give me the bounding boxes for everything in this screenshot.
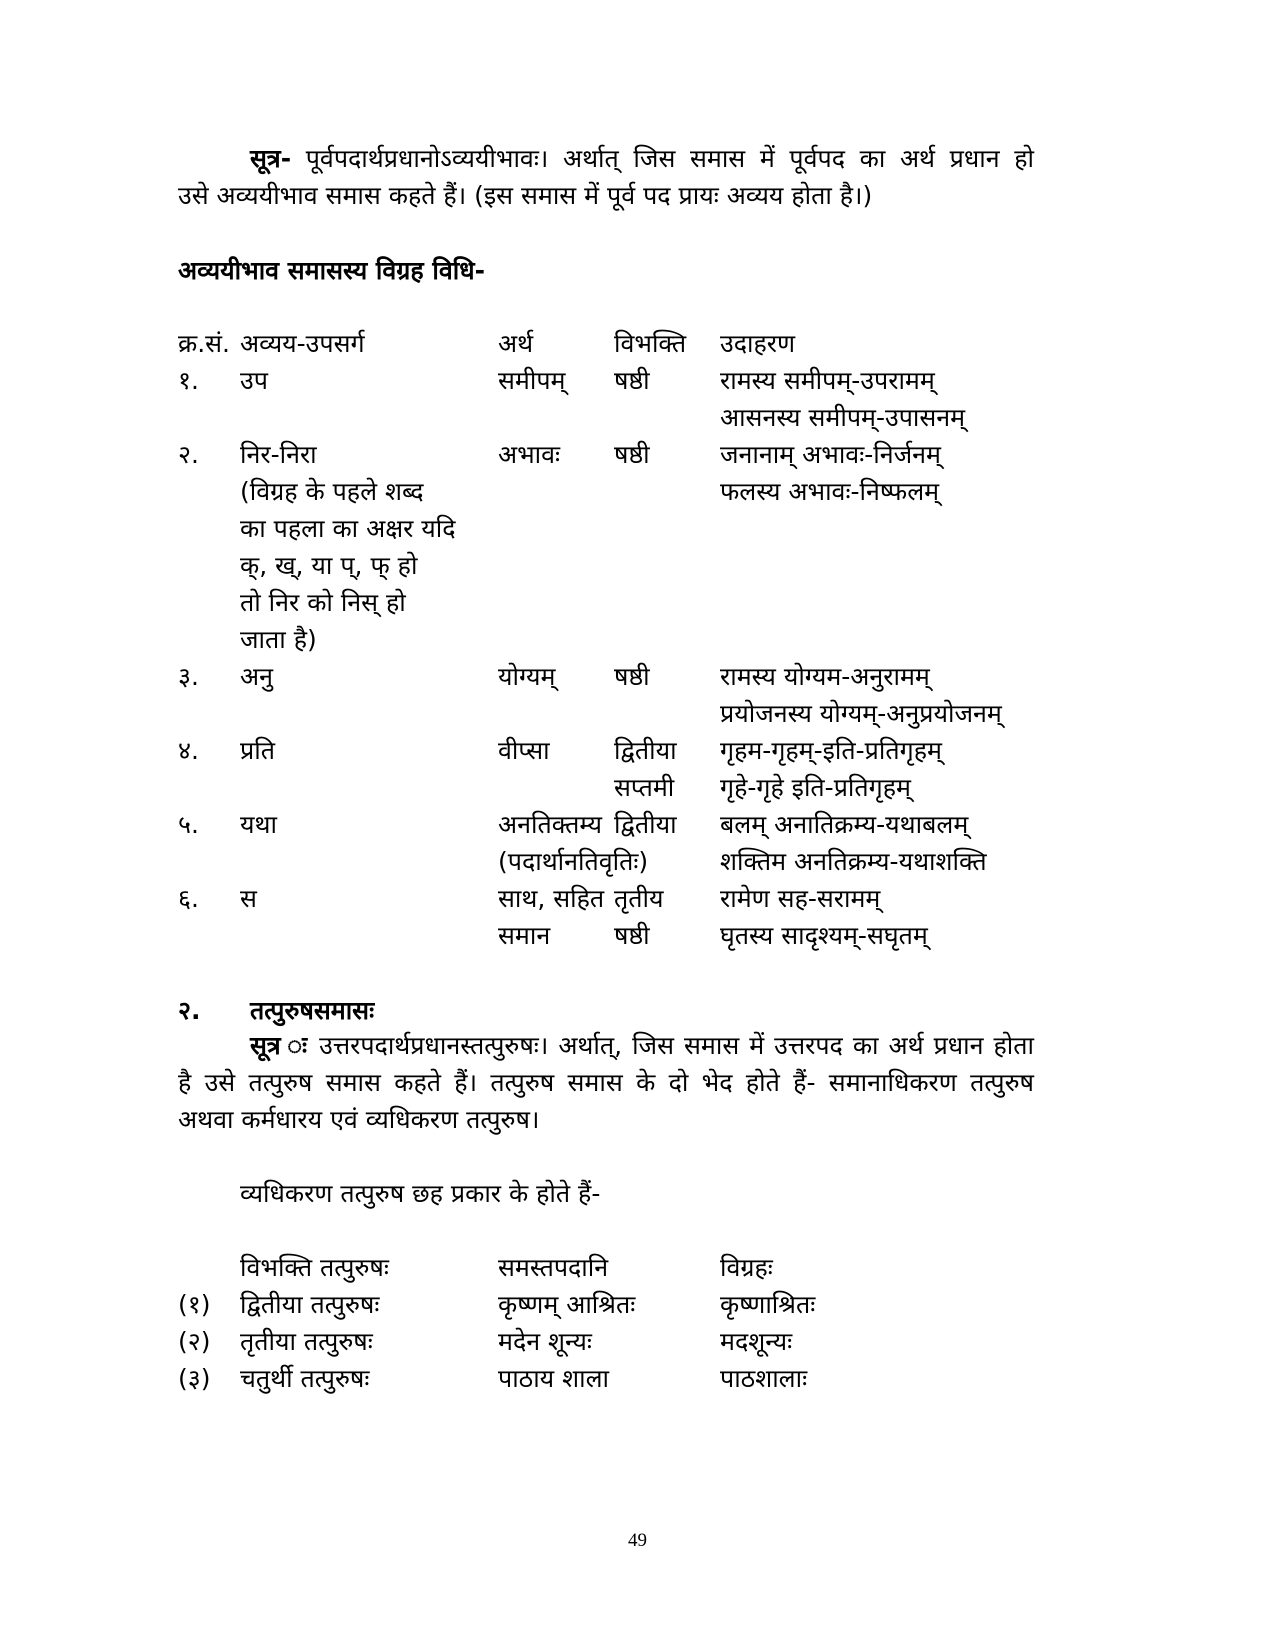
row-vibhakti: षष्ठी: [614, 921, 650, 950]
row-number: ४.: [178, 736, 199, 765]
table-header-num: क्र.सं.: [178, 329, 230, 358]
row-number: ६.: [178, 884, 199, 913]
tatpurusha-paragraph-line: है उसे तत्पुरुष समास कहते हैं। तत्पुरुष समास के दो भेद होते हैं- समानाधिकरण तत्पुरुष: [178, 1068, 1034, 1097]
table-header-meaning: अर्थ: [498, 329, 534, 358]
row-prefix-note: (विग्रह के पहले शब्द: [240, 477, 424, 506]
table-header-vibhakti: विभक्ति: [614, 329, 687, 358]
row-meaning: (पदार्थानतिवृतिः): [498, 847, 649, 876]
table2-row-type: चतुर्थी तत्पुरुषः: [240, 1364, 370, 1393]
table2-row-number: (३): [178, 1364, 211, 1393]
row-example: गृहम-गृहम्-इति-प्रतिगृहम्: [720, 736, 942, 765]
table2-row-number: (२): [178, 1327, 211, 1356]
row-example: रामस्य समीपम्-उपरामम्: [720, 366, 935, 395]
row-prefix: स: [240, 884, 257, 913]
table2-row-type: द्वितीया तत्पुरुषः: [240, 1290, 380, 1319]
row-meaning: अभावः: [498, 440, 561, 469]
table2-row-vigraha: कृष्णाश्रितः: [720, 1290, 816, 1319]
row-example: आसनस्य समीपम्-उपासनम्: [720, 403, 966, 432]
row-example: जनानाम् अभावः-निर्जनम्: [720, 440, 941, 469]
sutra-text: उत्तरपदार्थप्रधानस्तत्पुरुषः। अर्थात्, जिस समास में उत्तरपद का अर्थ प्रधान होता: [319, 1031, 1034, 1060]
table2-row-pada: मदेन शून्यः: [498, 1327, 592, 1356]
tatpurusha-paragraph-line: अथवा कर्मधारय एवं व्यधिकरण तत्पुरुष।: [178, 1105, 540, 1134]
row-example: गृहे-गृहे इति-प्रतिगृहम्: [720, 773, 911, 802]
table2-row-vigraha: मदशून्यः: [720, 1327, 793, 1356]
table2-row-type: तृतीया तत्पुरुषः: [240, 1327, 373, 1356]
table2-row-vigraha: पाठशालाः: [720, 1364, 808, 1393]
tatpurusha-intro: व्यधिकरण तत्पुरुष छह प्रकार के होते हैं-: [240, 1179, 601, 1208]
sutra-text: पूर्वपदार्थप्रधानोऽव्ययीभावः। अर्थात् जिस समास में पूर्वपद का अर्थ प्रधान हो: [305, 144, 1034, 173]
row-prefix: प्रति: [240, 736, 275, 765]
section-number: २.: [178, 996, 201, 1025]
row-prefix: यथा: [240, 810, 277, 839]
row-number: १.: [178, 366, 199, 395]
section-heading: अव्ययीभाव समासस्य विग्रह विधि-: [178, 256, 485, 285]
row-vibhakti: द्वितीया: [614, 736, 677, 765]
row-example: फलस्य अभावः-निष्फलम्: [720, 477, 940, 506]
row-example: रामेण सह-सरामम्: [720, 884, 881, 913]
row-example: रामस्य योग्यम-अनुरामम्: [720, 662, 930, 691]
row-number: ३.: [178, 662, 199, 691]
table2-header-pada: समस्तपदानि: [498, 1253, 609, 1282]
sutra-label: सूत्र-: [250, 144, 292, 173]
row-prefix: उप: [240, 366, 268, 395]
row-number: २.: [178, 440, 199, 469]
sutra-paragraph-line: उसे अव्ययीभाव समास कहते हैं। (इस समास में पूर्व पद प्रायः अव्यय होता है।): [178, 181, 873, 210]
row-example: घृतस्य सादृश्यम्-सघृतम्: [720, 921, 928, 950]
tatpurusha-paragraph-line: [178, 1029, 1034, 1063]
row-vibhakti: सप्तमी: [614, 773, 675, 802]
page-number: 49: [628, 1530, 647, 1551]
row-prefix-note: जाता है): [240, 625, 317, 654]
table2-row-number: (१): [178, 1290, 211, 1319]
row-meaning: समीपम्: [498, 366, 566, 395]
table2-header-type: विभक्ति तत्पुरुषः: [240, 1253, 389, 1282]
row-prefix-note: क्, ख्, या प्, फ् हो: [240, 551, 418, 580]
row-prefix: निर-निरा: [240, 440, 317, 469]
row-number: ५.: [178, 810, 199, 839]
sutra-paragraph-line: [178, 142, 1034, 176]
table-header-example: उदाहरण: [720, 329, 796, 358]
table2-row-pada: पाठाय शाला: [498, 1364, 610, 1393]
row-meaning: साथ, सहित: [498, 884, 605, 913]
table-header-prefix: अव्यय-उपसर्ग: [240, 329, 365, 358]
row-prefix-note: तो निर को निस् हो: [240, 588, 406, 617]
table2-header-vigraha: विग्रहः: [720, 1253, 773, 1282]
row-meaning: वीप्सा: [498, 736, 550, 765]
row-example: बलम् अनातिक्रम्य-यथाबलम्: [720, 810, 969, 839]
row-prefix: अनु: [240, 662, 273, 691]
row-vibhakti: द्वितीया: [614, 810, 677, 839]
row-vibhakti: षष्ठी: [614, 662, 650, 691]
table2-row-pada: कृष्णम् आश्रितः: [498, 1290, 636, 1319]
row-vibhakti: षष्ठी: [614, 366, 650, 395]
row-meaning: योग्यम्: [498, 662, 556, 691]
row-meaning: समान: [498, 921, 551, 950]
row-vibhakti: षष्ठी: [614, 440, 650, 469]
row-prefix-note: का पहला का अक्षर यदि: [240, 514, 456, 543]
section-title: तत्पुरुषसमासः: [250, 996, 375, 1025]
row-example: शक्तिम अनतिक्रम्य-यथाशक्ति: [720, 847, 987, 876]
row-meaning: अनतिक्तम्य: [498, 810, 602, 839]
row-example: प्रयोजनस्य योग्यम्-अनुप्रयोजनम्: [720, 699, 1002, 728]
row-vibhakti: तृतीय: [614, 884, 664, 913]
sutra-label: सूत्र ः: [250, 1031, 310, 1060]
